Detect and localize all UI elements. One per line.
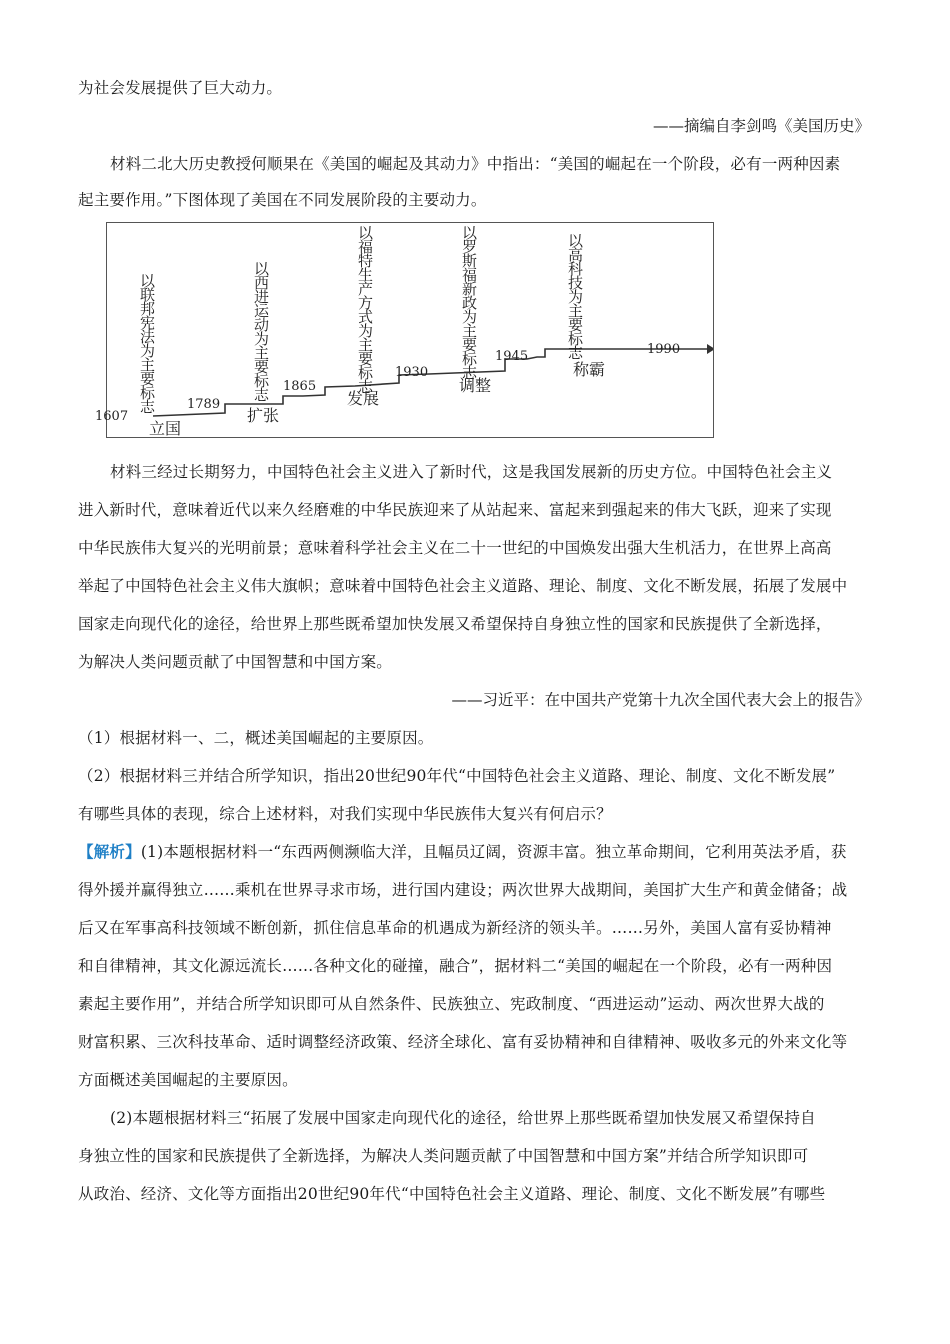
stage-diagram <box>95 222 714 438</box>
material2-line2: 起主要作用。”下图体现了美国在不同发展阶段的主要动力。 <box>78 191 487 209</box>
stage4-name: 调整 <box>459 376 492 395</box>
year-1865: 1865 <box>283 379 317 394</box>
analysis-line: 方面概述美国崛起的主要原因。 <box>78 1071 298 1089</box>
material3-line: 中华民族伟大复兴的光明前景；意味着科学社会主义在二十一世纪的中国焕发出强大生机活力，在世界上高高 <box>78 539 832 557</box>
analysis-line: 财富积累、三次科技革命、适时调整经济政策、经济全球化、富有妥协精神和自律精神、吸收多元的外来文化等 <box>78 1033 848 1051</box>
analysis-part2-line: 身独立性的国家和民族提供了全新选择，为解决人类问题贡献了中国智慧和中国方案”并结合所学知识即可 <box>78 1147 809 1165</box>
intro-line: 为社会发展提供了巨大动力。 <box>78 79 283 97</box>
material2-line1: 材料二北大历史教授何顺果在《美国的崛起及其动力》中指出：“美国的崛起在一个阶段，必有一两种因素 <box>110 155 841 173</box>
analysis-tag: 【解析】 <box>78 842 141 861</box>
analysis-part2-line: 从政治、经济、文化等方面指出20世纪90年代“中国特色社会主义道路、理论、制度、文化不断发展”有哪些 <box>78 1185 826 1203</box>
stage5-name: 称霸 <box>573 360 606 379</box>
question-2-line2: 有哪些具体的表现，综合上述材料，对我们实现中华民族伟大复兴有何启示？ <box>78 805 612 823</box>
analysis-line: 后又在军事高科技领域不断创新，抓住信息革命的机遇成为新经济的领头羊。……另外，美国人富有妥协精神 <box>78 919 832 937</box>
stage4-label: 以罗斯福新政为主要标志 <box>460 225 478 379</box>
material3-line: 举起了中国特色社会主义伟大旗帜；意味着中国特色社会主义道路、理论、制度、文化不断发展，拓展了发展中 <box>78 577 848 595</box>
year-1789: 1789 <box>187 397 221 412</box>
analysis-line: 得外援并赢得独立……乘机在世界寻求市场，进行国内建设；两次世界大战期间，美国扩大生产和黄金储备；战 <box>78 881 848 899</box>
material3-line: 国家走向现代化的途径，给世界上那些既希望加快发展又希望保持自身独立性的国家和民族提供了全新选择， <box>78 615 832 633</box>
stage3-label: 以福特生产方式为主要标志 <box>356 225 374 393</box>
material3-line: 材料三经过长期努力，中国特色社会主义进入了新时代，这是我国发展新的历史方位。中国特色社会主义 <box>110 463 833 481</box>
source-citation-3: ——习近平：在中国共产党第十九次全国代表大会上的报告》 <box>451 691 870 709</box>
analysis-part2-line: (2)本题根据材料三“拓展了发展中国家走向现代化的途径，给世界上那些既希望加快发展又希望保持自 <box>110 1109 816 1127</box>
year-1945: 1945 <box>495 349 529 364</box>
analysis-first-line <box>78 840 847 862</box>
year-1607: 1607 <box>95 409 129 424</box>
stage2-label: 以西进运动为主要标志 <box>252 261 270 401</box>
stage1-label: 以联邦宪法为主要标志 <box>138 273 156 413</box>
stage1-name: 立国 <box>149 419 182 438</box>
material3-line: 进入新时代，意味着近代以来久经磨难的中华民族迎来了从站起来、富起来到强起来的伟大飞跃，迎来了实现 <box>78 501 832 519</box>
year-1990: 1990 <box>647 342 681 357</box>
year-1930: 1930 <box>395 365 429 380</box>
question-1: （1）根据材料一、二，概述美国崛起的主要原因。 <box>78 729 434 747</box>
stage2-name: 扩张 <box>247 406 280 425</box>
stage5-label: 以高科技为主要标志 <box>566 233 584 359</box>
analysis-line: 素起主要作用”，并结合所学知识即可从自然条件、民族独立、宪政制度、“西进运动”运动、两次世界大战的 <box>78 995 825 1013</box>
stage3-name: 发展 <box>347 389 380 408</box>
analysis-line: 和自律精神，其文化源远流长……各种文化的碰撞，融合”，据材料二“美国的崛起在一个阶段，必有一两种因 <box>78 957 833 975</box>
source-citation-1: ——摘编自李剑鸣《美国历史》 <box>652 117 870 135</box>
analysis-text: (1)本题根据材料一“东西两侧濒临大洋，且幅员辽阔，资源丰富。独立革命期间，它利用英法矛盾，获 <box>140 843 847 861</box>
material3-line: 为解决人类问题贡献了中国智慧和中国方案。 <box>78 653 393 671</box>
question-2-line1: （2）根据材料三并结合所学知识，指出20世纪90年代“中国特色社会主义道路、理论、制度、文化不断发展” <box>78 767 836 785</box>
